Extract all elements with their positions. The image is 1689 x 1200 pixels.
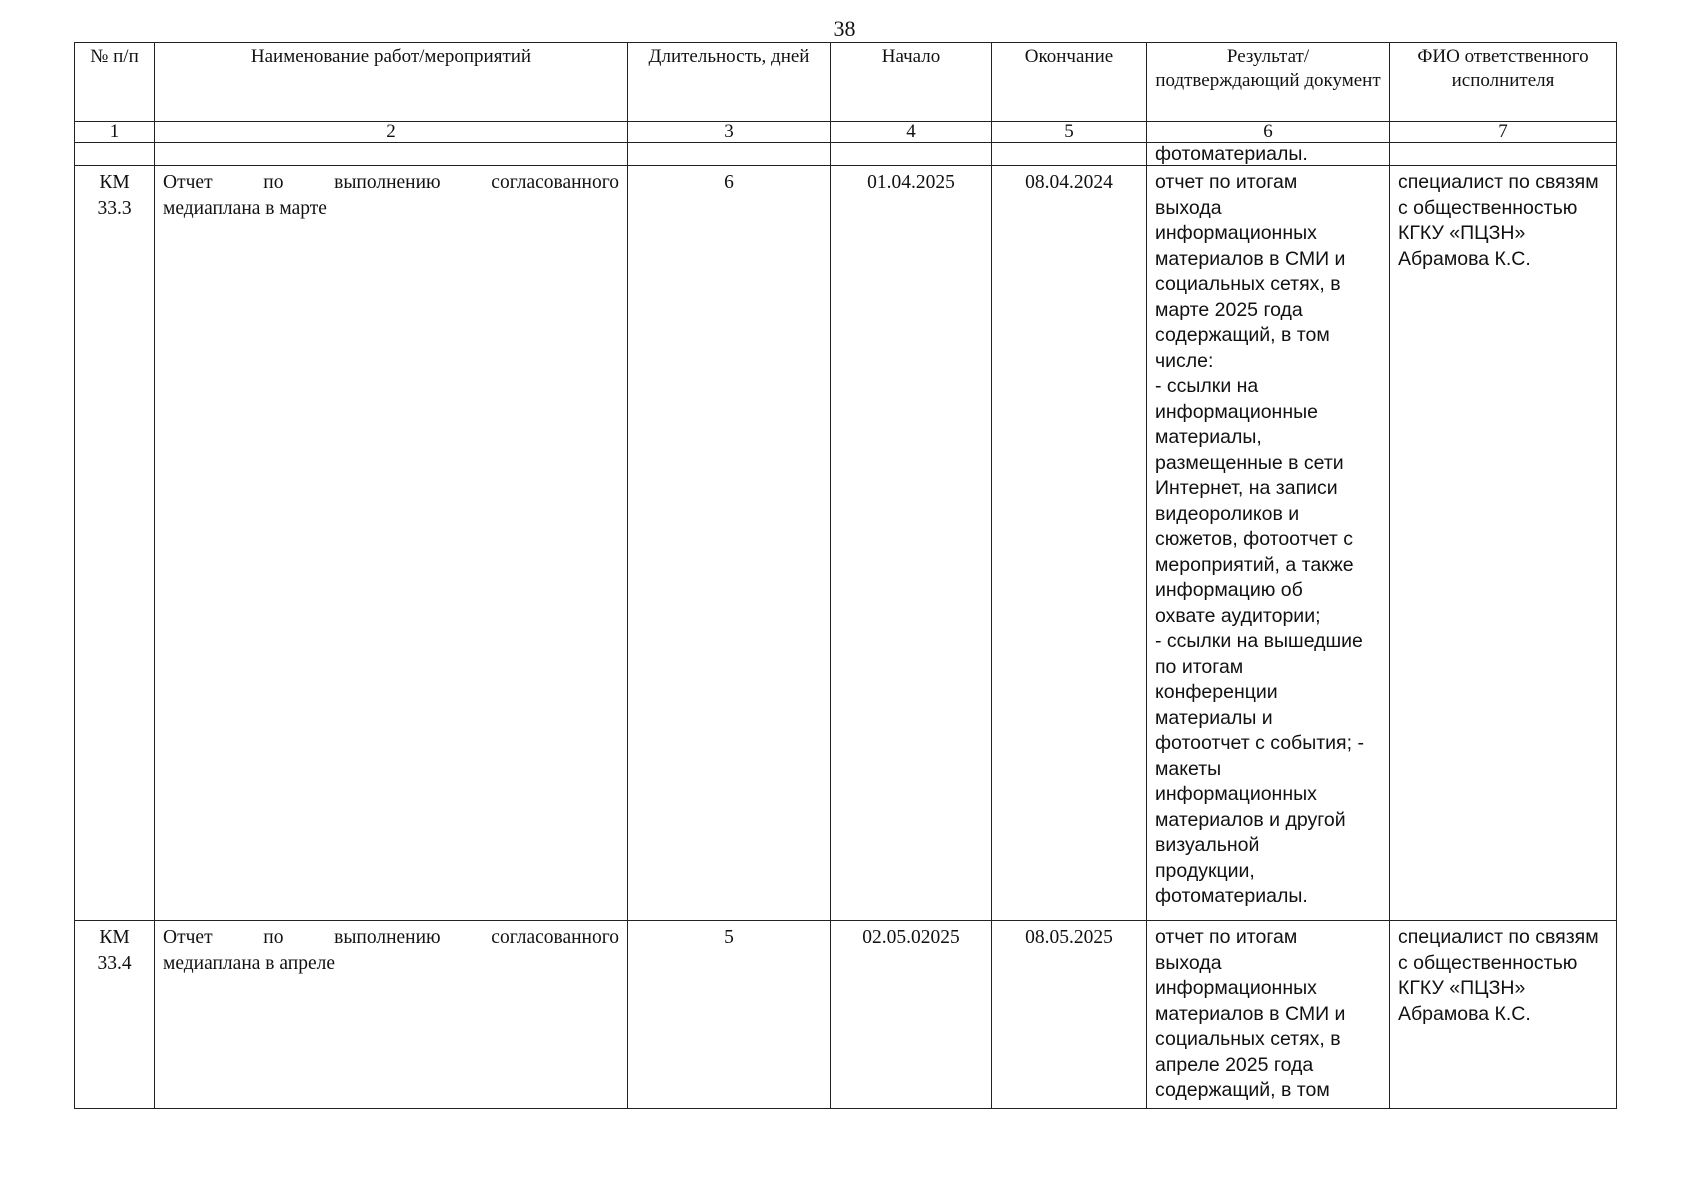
result-line: числе: [1155, 349, 1214, 372]
column-number: 2 [155, 122, 628, 143]
result-line: социальных сетях, в [1155, 273, 1341, 295]
result-line: мероприятий, а также [1155, 553, 1354, 576]
row-end-date: 08.05.2025 [992, 921, 1147, 1109]
result-line: информацию об [1155, 579, 1303, 601]
header-responsible: ФИО ответственного исполнителя [1390, 43, 1617, 122]
result-line: социальных сетях, в [1155, 1028, 1341, 1050]
result-line: фотоотчет с события; - [1155, 732, 1364, 754]
result-line: материалы, [1155, 426, 1262, 448]
result-line: по итогам [1155, 655, 1244, 678]
column-number: 6 [1147, 122, 1390, 143]
row-name-line: медиаплана в марте [163, 197, 327, 219]
result-line: материалов в СМИ и [1155, 247, 1346, 270]
result-line: выхода [1155, 196, 1222, 219]
result-line: информационных [1155, 977, 1317, 999]
cell-empty [628, 143, 831, 166]
column-number: 4 [831, 122, 992, 143]
row-name-line: Отчет по выполнению согласованного [163, 927, 619, 948]
result-line: видеороликов и [1155, 502, 1300, 525]
row-name [155, 166, 628, 921]
row-id: КМ 33.4 [75, 921, 155, 1109]
result-line: сюжетов, фотоотчет с [1155, 528, 1353, 550]
column-number: 7 [1390, 122, 1617, 143]
result-line: информационных [1155, 783, 1317, 805]
result-line: материалов и другой [1155, 808, 1346, 831]
result-line: - ссылки на [1155, 375, 1259, 397]
result-line: материалы и [1155, 706, 1273, 729]
result-line: конференции [1155, 681, 1278, 703]
column-number: 3 [628, 122, 831, 143]
row-responsible: специалист по связям с общественностью КГКУ «ПЦЗН» Абрамова К.С. [1390, 921, 1617, 1109]
row-name-line: Отчет по выполнению согласованного [163, 172, 619, 193]
cell-empty [155, 143, 628, 166]
continuation-row [75, 143, 1617, 166]
row-start-date: 01.04.2025 [831, 166, 992, 921]
continuation-result: фотоматериалы. [1147, 143, 1390, 166]
header-start: Начало [831, 43, 992, 122]
row-end-date: 08.04.2024 [992, 166, 1147, 921]
row-start-date: 02.05.02025 [831, 921, 992, 1109]
result-line: материалов в СМИ и [1155, 1002, 1346, 1025]
result-line: фотоматериалы. [1155, 885, 1308, 907]
cell-empty [1390, 143, 1617, 166]
row-name-line: медиаплана в апреле [163, 952, 335, 974]
result-line: отчет по итогам [1155, 926, 1298, 948]
header-duration: Длительность, дней [628, 43, 831, 122]
result-line: охвате аудитории; [1155, 604, 1321, 627]
row-duration: 6 [628, 166, 831, 921]
result-line: содержащий, в том [1155, 324, 1330, 346]
work-plan-table [74, 42, 1617, 1109]
page-number: 38 [833, 16, 856, 41]
header-number: № п/п [75, 43, 155, 122]
row-result [1147, 921, 1390, 1109]
row-result [1147, 166, 1390, 921]
column-number-row [75, 122, 1617, 143]
result-line: содержащий, в том [1155, 1079, 1330, 1101]
result-line: выхода [1155, 951, 1222, 974]
column-number: 1 [75, 122, 155, 143]
result-line: марте 2025 года [1155, 298, 1303, 321]
column-number: 5 [992, 122, 1147, 143]
header-name: Наименование работ/мероприятий [155, 43, 628, 122]
result-line: макеты [1155, 757, 1222, 780]
table-row [75, 921, 1617, 1109]
cell-empty [75, 143, 155, 166]
result-line: отчет по итогам [1155, 171, 1298, 193]
table-header-row [75, 43, 1617, 122]
table-row [75, 166, 1617, 921]
row-id: КМ 33.3 [75, 166, 155, 921]
cell-empty [831, 143, 992, 166]
result-line: информационные [1155, 400, 1318, 423]
header-result: Результат/ подтверждающий документ [1147, 43, 1390, 122]
result-line: размещенные в сети [1155, 451, 1344, 474]
cell-empty [992, 143, 1147, 166]
row-duration: 5 [628, 921, 831, 1109]
header-end: Окончание [992, 43, 1147, 122]
result-line: информационных [1155, 222, 1317, 244]
result-line: Интернет, на записи [1155, 477, 1338, 499]
result-line: визуальной [1155, 834, 1260, 856]
result-line: апреле 2025 года [1155, 1053, 1314, 1076]
row-responsible: специалист по связям с общественностью КГКУ «ПЦЗН» Абрамова К.С. [1390, 166, 1617, 921]
row-name [155, 921, 628, 1109]
result-line: - ссылки на вышедшие [1155, 630, 1363, 652]
result-line: продукции, [1155, 859, 1255, 882]
